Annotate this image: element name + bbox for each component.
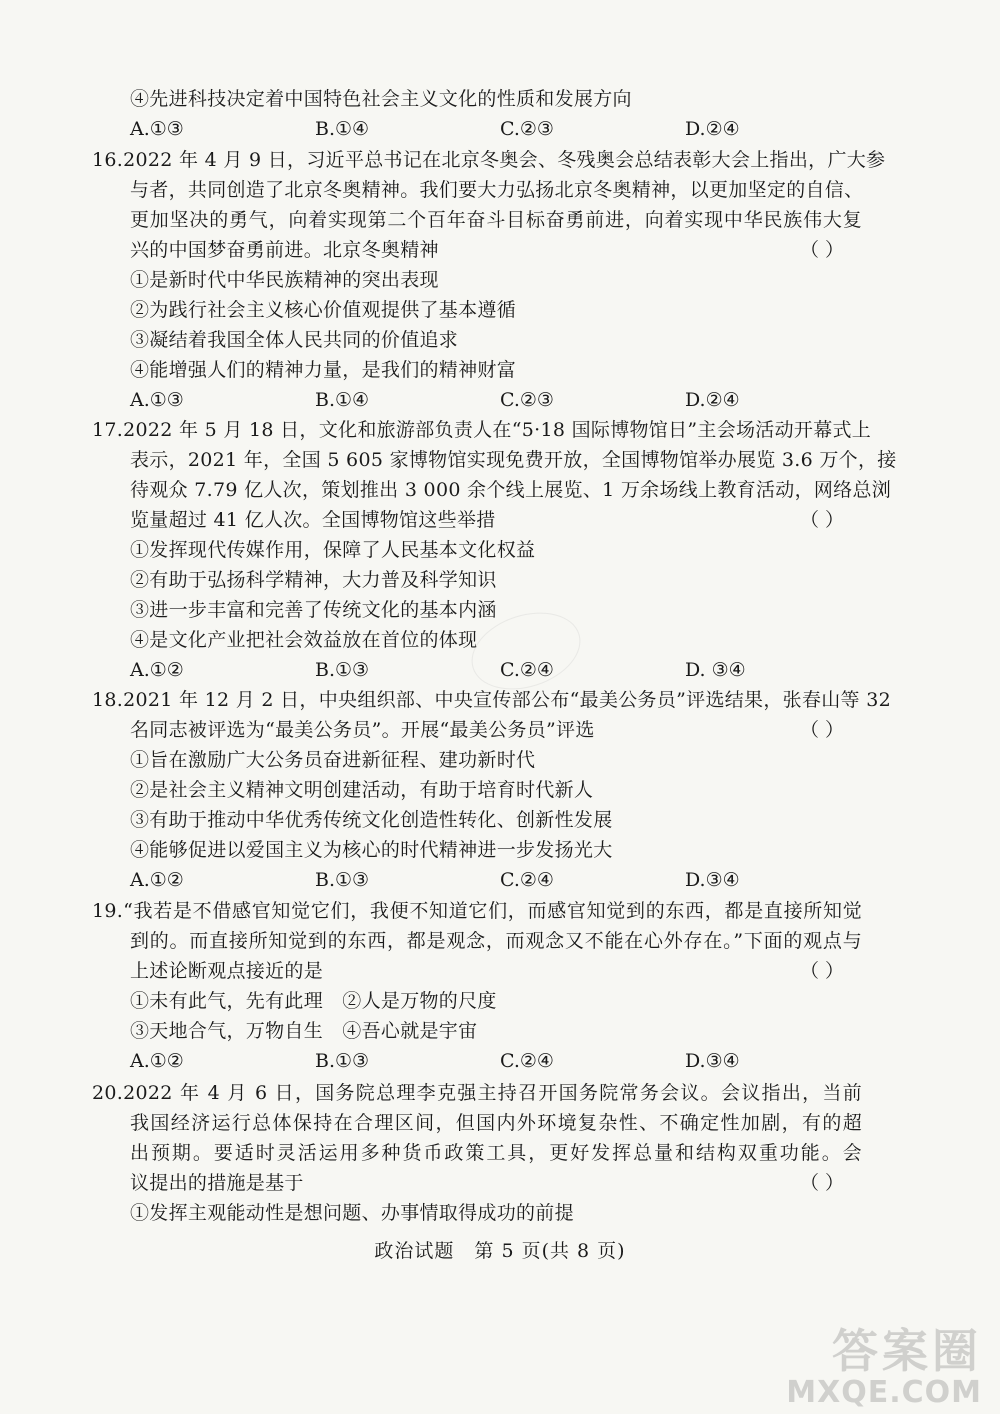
q16-stem-line-1: 16.2022 年 4 月 9 日，习近平总书记在北京冬奥会、冬残奥会总结表彰大会上指出，广大参 <box>92 149 886 171</box>
q19-options-row-2: ③天地合气，万物自生 ④吾心就是宇宙 <box>130 1020 478 1042</box>
q16-stem-line-3: 更加坚决的勇气，向着实现第二个百年奋斗目标奋勇前进，向着实现中华民族伟大复 <box>130 209 862 231</box>
q17-choice-a: A.①② <box>130 659 184 681</box>
watermark-logo: 答案圈 <box>832 1324 982 1378</box>
q16-option-4: ④能增强人们的精神力量，是我们的精神财富 <box>130 359 517 381</box>
q18-choice-d: D.③④ <box>685 869 740 891</box>
q17-option-3: ③进一步丰富和完善了传统文化的基本内涵 <box>130 599 497 621</box>
q17-option-4: ④是文化产业把社会效益放在首位的体现 <box>130 629 478 651</box>
q18-choice-b: B.①③ <box>315 869 370 891</box>
q19-choice-c: C.②④ <box>500 1050 554 1072</box>
q18-option-1: ①旨在激励广大公务员奋进新征程、建功新时代 <box>130 749 536 771</box>
q19-choice-d: D.③④ <box>685 1050 740 1072</box>
q19-choice-a: A.①② <box>130 1050 184 1072</box>
q15-choice-c: C.②③ <box>500 118 554 140</box>
q17-stem-line-2: 表示，2021 年，全国 5 605 家博物馆实现免费开放，全国博物馆举办展览 3.6 万个，接 <box>130 449 897 471</box>
q16-stem-line-2: 与者，共同创造了北京冬奥精神。我们要大力弘扬北京冬奥精神，以更加坚定的自信、 <box>130 179 864 201</box>
q17-choice-b: B.①③ <box>315 659 370 681</box>
q16-option-3: ③凝结着我国全体人民共同的价值追求 <box>130 329 459 351</box>
q16-choice-d: D.②④ <box>685 389 740 411</box>
q17-option-1: ①发挥现代传媒作用，保障了人民基本文化权益 <box>130 539 536 561</box>
q20-stem-line-3: 出预期。要适时灵活运用多种货币政策工具，更好发挥总量和结构双重功能。会 <box>130 1142 862 1164</box>
q18-stem-line-1: 18.2021 年 12 月 2 日，中央组织部、中央宣传部公布“最美公务员”评选结果，张春山等 32 <box>92 689 891 711</box>
q15-option-4: ④先进科技决定着中国特色社会主义文化的性质和发展方向 <box>130 88 632 110</box>
q17-choice-d: D. ③④ <box>685 659 746 681</box>
q18-choice-c: C.②④ <box>500 869 554 891</box>
q17-stem-line-1: 17.2022 年 5 月 18 日，文化和旅游部负责人在“5·18 国际博物馆日”主会场活动开幕式上 <box>92 419 872 441</box>
q18-option-3: ③有助于推动中华优秀传统文化创造性转化、创新性发展 <box>130 809 613 831</box>
q17-stem-line-4: 览量超过 41 亿人次。全国博物馆这些举措 <box>130 509 496 531</box>
q17-option-2: ②有助于弘扬科学精神，大力普及科学知识 <box>130 569 497 591</box>
q18-answer-blank: （ ） <box>800 719 845 741</box>
q17-stem-line-3: 待观众 7.79 亿人次，策划推出 3 000 余个线上展览、1 万余场线上教育活动，网络总浏 <box>130 479 892 501</box>
q18-option-2: ②是社会主义精神文明创建活动，有助于培育时代新人 <box>130 779 594 801</box>
q18-choice-a: A.①② <box>130 869 184 891</box>
q16-choice-b: B.①④ <box>315 389 370 411</box>
q20-stem-line-2: 我国经济运行总体保持在合理区间，但国内外环境复杂性、不确定性加剧，有的超 <box>130 1112 862 1134</box>
q20-answer-blank: （ ） <box>800 1172 845 1194</box>
watermark-url: MXQE.COM <box>786 1375 982 1410</box>
q19-stem-line-2: 到的。而直接所知觉到的东西，都是观念，而观念又不能在心外存在。”下面的观点与 <box>130 930 862 952</box>
q16-option-1: ①是新时代中华民族精神的突出表现 <box>130 269 439 291</box>
q16-option-2: ②为践行社会主义核心价值观提供了基本遵循 <box>130 299 517 321</box>
q19-stem-line-3: 上述论断观点接近的是 <box>130 960 324 982</box>
q16-answer-blank: （ ） <box>800 239 845 261</box>
q15-choice-b: B.①④ <box>315 118 370 140</box>
q15-choice-d: D.②④ <box>685 118 740 140</box>
q19-answer-blank: （ ） <box>800 960 845 982</box>
q17-answer-blank: （ ） <box>800 509 845 531</box>
q18-stem-line-2: 名同志被评选为“最美公务员”。开展“最美公务员”评选 <box>130 719 595 741</box>
q20-option-1: ①发挥主观能动性是想问题、办事情取得成功的前提 <box>130 1202 574 1224</box>
q20-stem-line-4: 议提出的措施是基于 <box>130 1172 304 1194</box>
q16-stem-line-4: 兴的中国梦奋勇前进。北京冬奥精神 <box>130 239 439 261</box>
page-footer: 政治试题 第 5 页(共 8 页) <box>374 1240 626 1262</box>
q19-stem-line-1: 19.“我若是不借感官知觉它们，我便不知道它们，而感官知觉到的东西，都是直接所知觉 <box>92 900 862 922</box>
q15-choice-a: A.①③ <box>130 118 184 140</box>
q19-options-row-1: ①未有此气，先有此理 ②人是万物的尺度 <box>130 990 497 1012</box>
watermark <box>786 1326 982 1410</box>
q16-choice-a: A.①③ <box>130 389 184 411</box>
q19-choice-b: B.①③ <box>315 1050 370 1072</box>
q16-choice-c: C.②③ <box>500 389 554 411</box>
q18-option-4: ④能够促进以爱国主义为核心的时代精神进一步发扬光大 <box>130 839 613 861</box>
q20-stem-line-1: 20.2022 年 4 月 6 日，国务院总理李克强主持召开国务院常务会议。会议指出，当前 <box>92 1082 862 1104</box>
q17-choice-c: C.②④ <box>500 659 554 681</box>
